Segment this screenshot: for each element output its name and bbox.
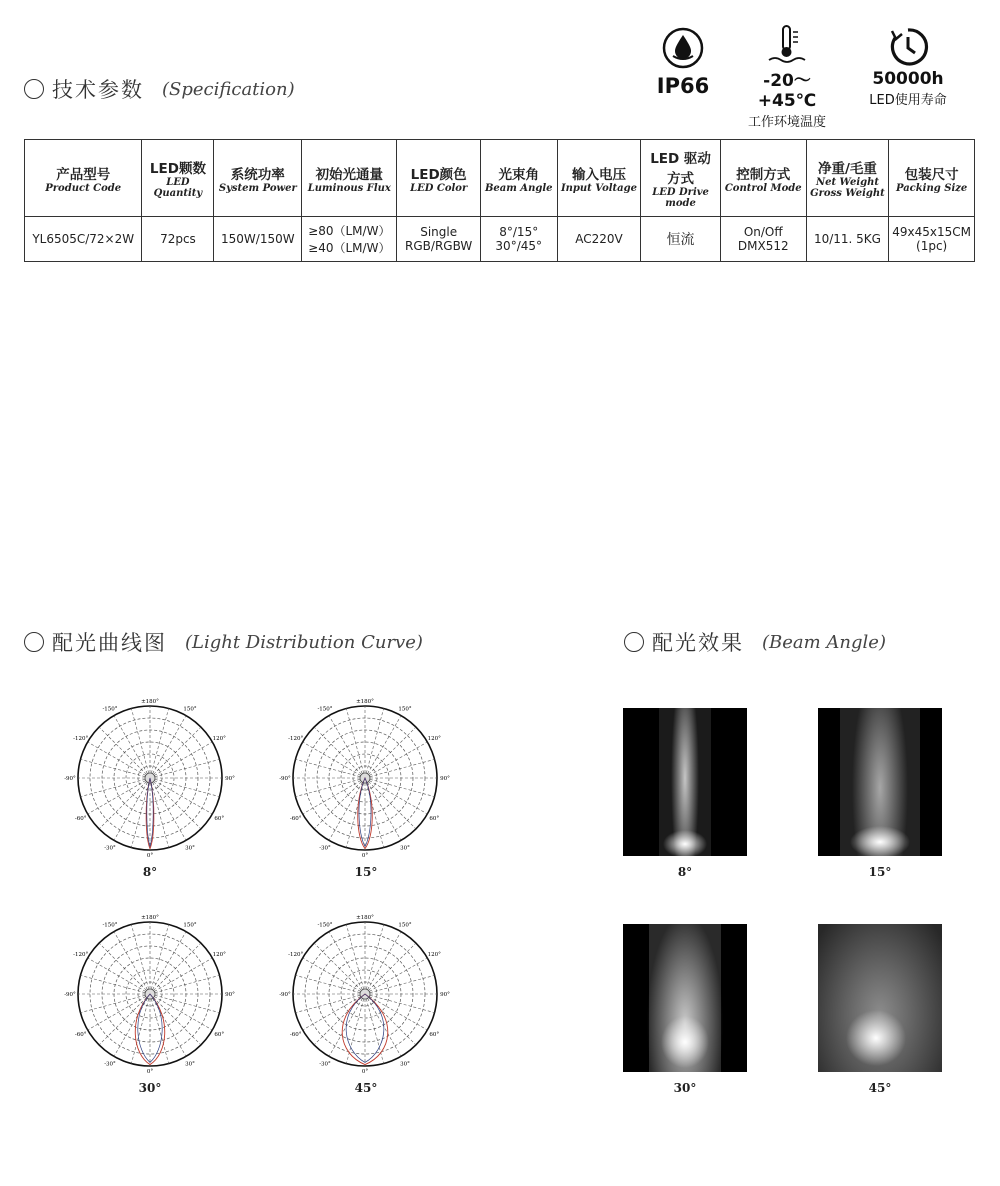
polar-tick-top: ±180°	[356, 915, 374, 921]
spec-section-title	[24, 74, 295, 104]
polar-spoke	[365, 778, 416, 829]
polar-spoke	[150, 727, 201, 778]
cell-drive-mode: 恒流	[641, 217, 720, 262]
polar-tick-left: -30°	[104, 1061, 116, 1068]
cell-led-quantity: 72pcs	[142, 217, 214, 262]
polar-spoke	[150, 778, 220, 797]
polar-tick-bottom: 0°	[361, 1069, 369, 1075]
polar-tick-left: -60°	[74, 816, 87, 822]
ip-drop-icon	[661, 26, 705, 70]
polar-tick-right: 30°	[400, 845, 410, 852]
polar-spoke	[365, 727, 416, 778]
polar-tick-bottom: 0°	[146, 853, 154, 859]
polar-tick-right: 90°	[225, 992, 235, 998]
polar-tick-bottom: 0°	[146, 1069, 154, 1075]
polar-tick-left: -90°	[64, 992, 76, 998]
polar-spoke	[365, 958, 427, 994]
polar-spoke	[99, 994, 150, 1045]
polar-tick-left: -120°	[288, 736, 304, 742]
spec-title-en: (Specification)	[162, 78, 295, 100]
beam-title-cn: 配光效果	[652, 631, 744, 655]
table-row	[25, 217, 975, 262]
polar-tick-left: -30°	[319, 845, 331, 852]
polar-spoke	[303, 742, 365, 778]
header-drive-mode: LED 驱动方式 LED Drive mode	[641, 140, 720, 217]
polar-tick-top: ±180°	[141, 699, 159, 705]
polar-spoke	[150, 958, 212, 994]
header-input-voltage: 输入电压 Input Voltage	[557, 140, 641, 217]
polar-tick-left: -90°	[279, 992, 291, 998]
clock-icon	[887, 26, 929, 68]
temperature-range: -20～+45℃	[757, 71, 817, 111]
cell-beam-angle: 8°/15° 30°/45°	[480, 217, 557, 262]
polar-spoke	[365, 994, 401, 1056]
polar-tick-right: 150°	[398, 922, 412, 929]
bullet-circle-icon	[624, 632, 644, 652]
beam-label-45: 45°	[868, 1081, 892, 1095]
polar-spoke	[150, 994, 212, 1030]
polar-label-15: 15°	[354, 865, 378, 879]
cell-led-color: Single RGB/RGBW	[397, 217, 480, 262]
header-luminous-flux: 初始光通量 Luminous Flux	[302, 140, 397, 217]
polar-spoke	[365, 778, 401, 840]
polar-tick-top: ±180°	[356, 699, 374, 705]
polar-spoke	[303, 994, 365, 1030]
polar-spoke	[114, 778, 150, 840]
polar-tick-left: -120°	[73, 736, 89, 742]
polar-tick-left: -150°	[317, 706, 333, 713]
polar-spoke	[314, 943, 365, 994]
bullet-circle-icon	[24, 79, 44, 99]
polar-label-45: 45°	[354, 1081, 378, 1095]
polar-tick-left: -30°	[319, 1061, 331, 1068]
polar-spoke	[365, 943, 416, 994]
polar-spoke	[88, 994, 150, 1030]
polar-tick-right: 150°	[183, 706, 197, 713]
polar-diagram-30	[58, 910, 242, 1078]
curve-title-en: (Light Distribution Curve)	[185, 631, 423, 653]
beam-section-title	[624, 627, 886, 657]
polar-spoke	[114, 932, 150, 994]
polar-spoke	[99, 727, 150, 778]
cell-product-code: YL6505C/72×2W	[25, 217, 142, 262]
polar-tick-right: 60°	[429, 816, 440, 822]
polar-tick-left: -150°	[317, 922, 333, 929]
cell-packing-size: 49x45x15CM (1pc)	[889, 217, 975, 262]
cell-input-voltage: AC220V	[557, 217, 641, 262]
polar-spoke	[150, 716, 186, 778]
lifetime-hours: 50000h	[872, 69, 944, 89]
polar-spoke	[88, 742, 150, 778]
cell-weight: 10/11. 5KG	[806, 217, 889, 262]
ip-rating: IP66	[656, 74, 710, 98]
header-led-color: LED颜色 LED Color	[397, 140, 480, 217]
polar-tick-right: 60°	[429, 1032, 440, 1038]
polar-tick-left: -60°	[74, 1032, 87, 1038]
polar-label-30: 30°	[138, 1081, 162, 1095]
thermometer-icon	[765, 24, 809, 64]
lifetime-caption: LED使用寿命	[869, 93, 947, 108]
polar-spoke	[150, 742, 212, 778]
polar-spoke	[303, 778, 365, 814]
polar-spoke	[303, 958, 365, 994]
polar-spoke	[365, 994, 416, 1045]
polar-spoke	[329, 778, 365, 840]
polar-spoke	[329, 932, 365, 994]
table-header-row	[25, 140, 975, 217]
polar-spoke	[346, 778, 365, 848]
beam-photo-30	[623, 924, 747, 1072]
cell-luminous-flux: ≥80（LM/W） ≥40（LM/W）	[302, 217, 397, 262]
polar-spoke	[114, 994, 150, 1056]
polar-diagram-45	[273, 910, 457, 1078]
polar-spoke	[150, 943, 201, 994]
polar-tick-right: 60°	[214, 1032, 225, 1038]
header-beam-angle: 光束角 Beam Angle	[480, 140, 557, 217]
polar-spoke	[99, 943, 150, 994]
polar-spoke	[150, 994, 169, 1064]
polar-spoke	[314, 994, 365, 1045]
polar-spoke	[150, 994, 186, 1056]
temperature-badge	[735, 24, 839, 130]
polar-spoke	[150, 994, 201, 1045]
polar-spoke	[99, 778, 150, 829]
cell-control-mode: On/Off DMX512	[720, 217, 806, 262]
cell-system-power: 150W/150W	[214, 217, 302, 262]
polar-spoke	[329, 716, 365, 778]
curve-section-title	[24, 627, 423, 657]
polar-spoke	[88, 958, 150, 994]
bullet-circle-icon	[24, 632, 44, 652]
header-led-quantity: LED颗数 LED Quantity	[142, 140, 214, 217]
polar-diagram-15	[273, 694, 457, 862]
polar-tick-right: 30°	[185, 1061, 195, 1068]
polar-tick-left: -150°	[102, 706, 118, 713]
polar-spoke	[295, 778, 365, 797]
polar-tick-left: -120°	[288, 952, 304, 958]
polar-tick-right: 120°	[212, 736, 226, 742]
header-control-mode: 控制方式 Control Mode	[720, 140, 806, 217]
polar-tick-right: 120°	[212, 952, 226, 958]
curve-title-cn: 配光曲线图	[52, 631, 167, 655]
polar-tick-left: -90°	[279, 776, 291, 782]
polar-tick-top: ±180°	[141, 915, 159, 921]
polar-spoke	[88, 778, 150, 814]
beam-label-15: 15°	[868, 865, 892, 879]
polar-spoke	[314, 778, 365, 829]
polar-spoke	[150, 778, 212, 814]
lifetime-badge	[858, 26, 958, 108]
polar-tick-right: 30°	[400, 1061, 410, 1068]
polar-tick-left: -150°	[102, 922, 118, 929]
polar-spoke	[80, 778, 150, 797]
header-system-power: 系统功率 System Power	[214, 140, 302, 217]
polar-diagram-8	[58, 694, 242, 862]
polar-tick-right: 90°	[440, 776, 450, 782]
beam-photo-45	[818, 924, 942, 1072]
temperature-caption: 工作环境温度	[747, 115, 826, 130]
polar-tick-right: 30°	[185, 845, 195, 852]
polar-spoke	[365, 932, 401, 994]
polar-spoke	[114, 716, 150, 778]
polar-spoke	[131, 994, 150, 1064]
polar-spoke	[365, 716, 401, 778]
polar-tick-left: -30°	[104, 845, 116, 852]
polar-tick-left: -90°	[64, 776, 76, 782]
beam-label-8: 8°	[677, 865, 693, 879]
polar-spoke	[365, 778, 384, 848]
header-product-code: 产品型号 Product Code	[25, 140, 142, 217]
polar-tick-bottom: 0°	[361, 853, 369, 859]
polar-spoke	[365, 778, 427, 814]
header-packing-size: 包装尺寸 Packing Size	[889, 140, 975, 217]
ip66-badge	[650, 26, 716, 98]
spec-title-cn: 技术参数	[52, 78, 144, 102]
polar-tick-right: 150°	[398, 706, 412, 713]
polar-spoke	[150, 778, 186, 840]
polar-tick-right: 120°	[427, 736, 441, 742]
polar-tick-left: -60°	[289, 816, 302, 822]
polar-tick-left: -120°	[73, 952, 89, 958]
polar-label-8: 8°	[142, 865, 158, 879]
beam-photo-15	[818, 708, 942, 856]
beam-label-30: 30°	[673, 1081, 697, 1095]
header-weight: 净重/毛重 Net Weight Gross Weight	[806, 140, 889, 217]
polar-tick-right: 150°	[183, 922, 197, 929]
polar-spoke	[365, 994, 427, 1030]
polar-spoke	[150, 778, 201, 829]
beam-title-en: (Beam Angle)	[762, 631, 886, 653]
polar-tick-right: 90°	[225, 776, 235, 782]
polar-tick-right: 60°	[214, 816, 225, 822]
polar-spoke	[329, 994, 365, 1056]
polar-spoke	[365, 778, 435, 797]
polar-spoke	[365, 742, 427, 778]
polar-tick-right: 90°	[440, 992, 450, 998]
polar-spoke	[314, 727, 365, 778]
polar-spoke	[150, 932, 186, 994]
beam-photo-8	[623, 708, 747, 856]
polar-tick-left: -60°	[289, 1032, 302, 1038]
spec-table	[24, 139, 975, 262]
polar-tick-right: 120°	[427, 952, 441, 958]
